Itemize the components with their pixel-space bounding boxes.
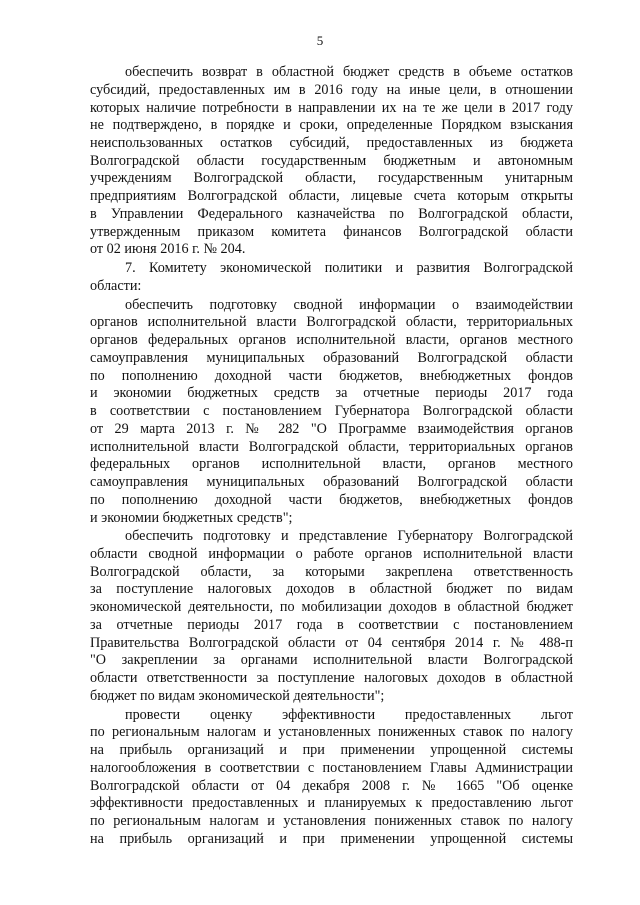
text-line: на прибыль организаций и при применении упрощенной системы bbox=[90, 742, 573, 759]
text-line: за поступление налоговых доходов в областной бюджет по видам bbox=[90, 581, 573, 598]
text-line: от 29 марта 2013 г. № 282 "О Программе взаимодействия органов bbox=[90, 420, 573, 437]
text-line: от 02 июня 2016 г. № 204. bbox=[90, 241, 246, 258]
text-line: утвержденным приказом комитета финансов Волгоградской области bbox=[90, 223, 573, 240]
text-line: самоуправления муниципальных образований Волгоградской области bbox=[90, 474, 573, 490]
text-line: за отчетные периоды 2017 года в соответствии с постановлением bbox=[90, 616, 573, 633]
text-line: Волгоградской области государственным бюджетным и автономным bbox=[90, 152, 573, 169]
page-number: 5 bbox=[316, 33, 324, 48]
text-line: на прибыль организаций и при применении упрощенной системы bbox=[90, 830, 573, 847]
text-line: "О закреплении за органами исполнительной власти Волгоградской bbox=[90, 652, 573, 669]
text-line: провести оценку эффективности предоставленных льгот bbox=[125, 706, 573, 723]
text-line: органов федеральных органов исполнительной власти, органов местного bbox=[90, 332, 573, 349]
text-line: самоуправления муниципальных образований Волгоградской области bbox=[90, 349, 573, 366]
text-line: учреждениям Волгоградской области, государственным унитарным bbox=[90, 170, 573, 187]
text-line: Правительства Волгоградской области от 04 сентября 2014 г. № 488-п bbox=[90, 634, 573, 651]
text-line: в Управлении Федерального казначейства по Волгоградской области, bbox=[90, 205, 573, 222]
text-line: экономической деятельности, по мобилизации доходов в областной бюджет bbox=[90, 599, 573, 616]
text-line: не подтверждено, в порядке и сроки, определенные Порядком взыскания bbox=[90, 117, 573, 134]
text-line: обеспечить подготовку и представление Губернатору Волгоградской bbox=[125, 528, 573, 545]
text-line: по региональным налогам и установленных пониженных ставок по налогу bbox=[90, 724, 573, 741]
text-line: эффективности предоставленных и планируемых к предоставлению льгот bbox=[90, 795, 573, 812]
text-line: федеральных органов исполнительной власти, органов местного bbox=[90, 456, 573, 473]
text-line: исполнительной власти Волгоградской области, территориальных органов bbox=[90, 438, 573, 455]
section-heading-line: области: bbox=[90, 277, 142, 294]
text-line: обеспечить возврат в областной бюджет средств в объеме остатков bbox=[125, 64, 573, 80]
text-line: налогообложения в соответствии с постановлением Главы Администрации bbox=[90, 759, 573, 776]
text-line: и экономии бюджетных средств за отчетные периоды 2017 года bbox=[90, 385, 573, 402]
text-line: и экономии бюджетных средств"; bbox=[90, 509, 293, 526]
text-line: бюджет по видам экономической деятельности"; bbox=[90, 687, 385, 704]
text-line: по пополнению доходной части бюджетов, внебюджетных фондов bbox=[90, 491, 573, 508]
text-line: по пополнению доходной части бюджетов, внебюджетных фондов bbox=[90, 367, 573, 384]
text-line: неиспользованных остатков субсидий, предоставленных из бюджета bbox=[90, 135, 573, 151]
text-line: Волгоградской области, за которыми закреплена ответственность bbox=[90, 563, 573, 580]
text-line: которых наличие потребности в направлении их на те же цели в 2017 году bbox=[90, 99, 573, 116]
text-line: предприятиям Волгоградской области, лицевые счета которым открыты bbox=[90, 188, 573, 205]
text-line: по региональным налогам и установления пониженных ставок по налогу bbox=[90, 813, 573, 829]
text-line: органов исполнительной власти Волгоградской области, территориальных bbox=[90, 314, 573, 331]
text-line: области ответственности за поступление налоговых доходов в областной bbox=[90, 670, 573, 687]
text-line: Волгоградской области от 04 декабря 2008 г. № 1665 "Об оценке bbox=[90, 777, 573, 794]
text-line: в соответствии с постановлением Губернатора Волгоградской области bbox=[90, 403, 573, 419]
text-line: области сводной информации о работе органов исполнительной власти bbox=[90, 546, 573, 562]
text-line: субсидий, предоставленных им в 2016 году на иные цели, в отношении bbox=[90, 81, 573, 98]
section-heading-line: 7. Комитету экономической политики и развития Волгоградской bbox=[125, 260, 573, 277]
text-line: обеспечить подготовку сводной информации о взаимодействии bbox=[125, 296, 573, 313]
